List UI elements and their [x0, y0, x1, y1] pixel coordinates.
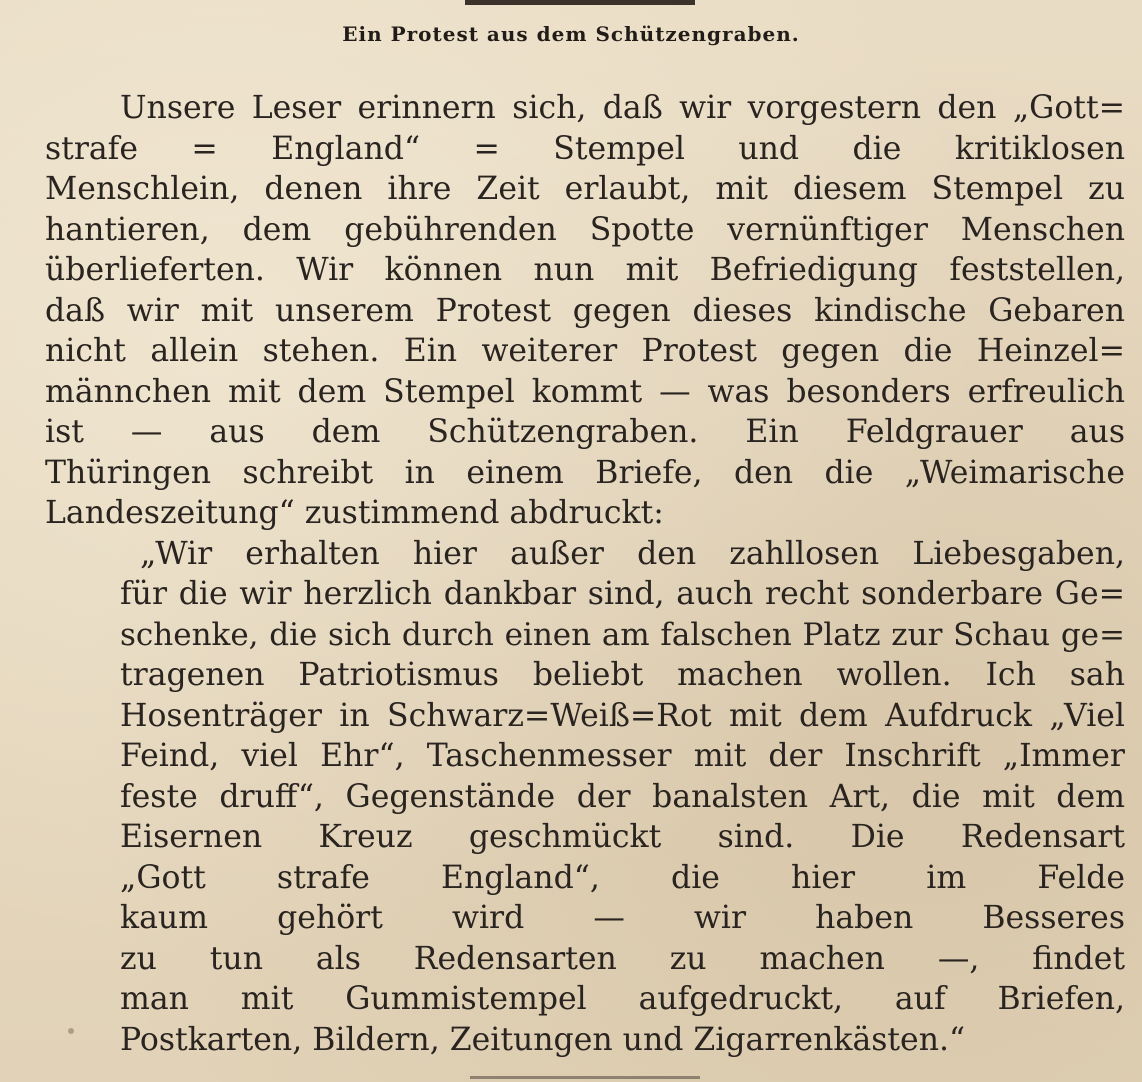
- quote-line: Hosenträger in Schwarz=Weiß=Rot mit dem Aufdruck „Viel: [120, 697, 1125, 734]
- ink-speck: [68, 1028, 74, 1034]
- article-paragraph: [45, 88, 1125, 534]
- article-body: [45, 88, 1125, 1060]
- quote-line: feste druff“, Gegenstände der banalsten Art, die mit dem: [120, 778, 1125, 815]
- letter-quote: [45, 534, 1125, 1061]
- quote-line: zu tun als Redensarten zu machen —, findet: [120, 940, 1125, 977]
- quote-line: Eisernen Kreuz geschmückt sind. Die Redensart: [120, 819, 1125, 855]
- text-line: strafe = England“ = Stempel und die kritiklosen: [45, 130, 1125, 167]
- article-headline: Ein Protest aus dem Schützengraben.: [342, 22, 800, 46]
- text-line: männchen mit dem Stempel kommt — was besonders erfreulich: [45, 373, 1125, 410]
- quote-line: kaum gehört wird — wir haben Besseres: [120, 900, 1125, 936]
- text-line: überlieferten. Wir können nun mit Befriedigung feststellen,: [45, 252, 1125, 288]
- text-line: daß wir mit unserem Protest gegen dieses kindische Gebaren: [45, 292, 1125, 329]
- quote-line: tragenen Patriotismus beliebt machen wollen. Ich sah: [120, 657, 1125, 693]
- text-line: ist — aus dem Schützengraben. Ein Feldgrauer aus: [45, 414, 1125, 450]
- quote-line: man mit Gummistempel aufgedruckt, auf Briefen,: [120, 981, 1125, 1017]
- top-rule: [465, 0, 695, 5]
- text-line: nicht allein stehen. Ein weiterer Protest gegen die Heinzel=: [45, 333, 1125, 369]
- text-line: Landeszeitung“ zustimmend abdruckt:: [45, 495, 664, 531]
- quote-line: für die wir herzlich dankbar sind, auch recht sonderbare Ge=: [120, 576, 1125, 612]
- quote-line: Postkarten, Bildern, Zeitungen und Zigarrenkästen.“: [120, 1021, 966, 1058]
- bottom-rule: [470, 1076, 700, 1079]
- text-line: Unsere Leser erinnern sich, daß wir vorgestern den „Gott=: [120, 90, 1125, 126]
- text-line: Menschlein, denen ihre Zeit erlaubt, mit diesem Stempel zu: [45, 171, 1125, 207]
- quote-line: „Gott strafe England“, die hier im Felde: [120, 859, 1125, 896]
- quote-line: „Wir erhalten hier außer den zahllosen Liebesgaben,: [140, 535, 1125, 572]
- quote-line: schenke, die sich durch einen am falschen Platz zur Schau ge=: [120, 616, 1125, 653]
- text-line: hantieren, dem gebührenden Spotte vernünftiger Menschen: [45, 211, 1125, 248]
- quote-line: Feind, viel Ehr“, Taschenmesser mit der Inschrift „Immer: [120, 738, 1125, 774]
- text-line: Thüringen schreibt in einem Briefe, den die „Weimarische: [45, 454, 1125, 491]
